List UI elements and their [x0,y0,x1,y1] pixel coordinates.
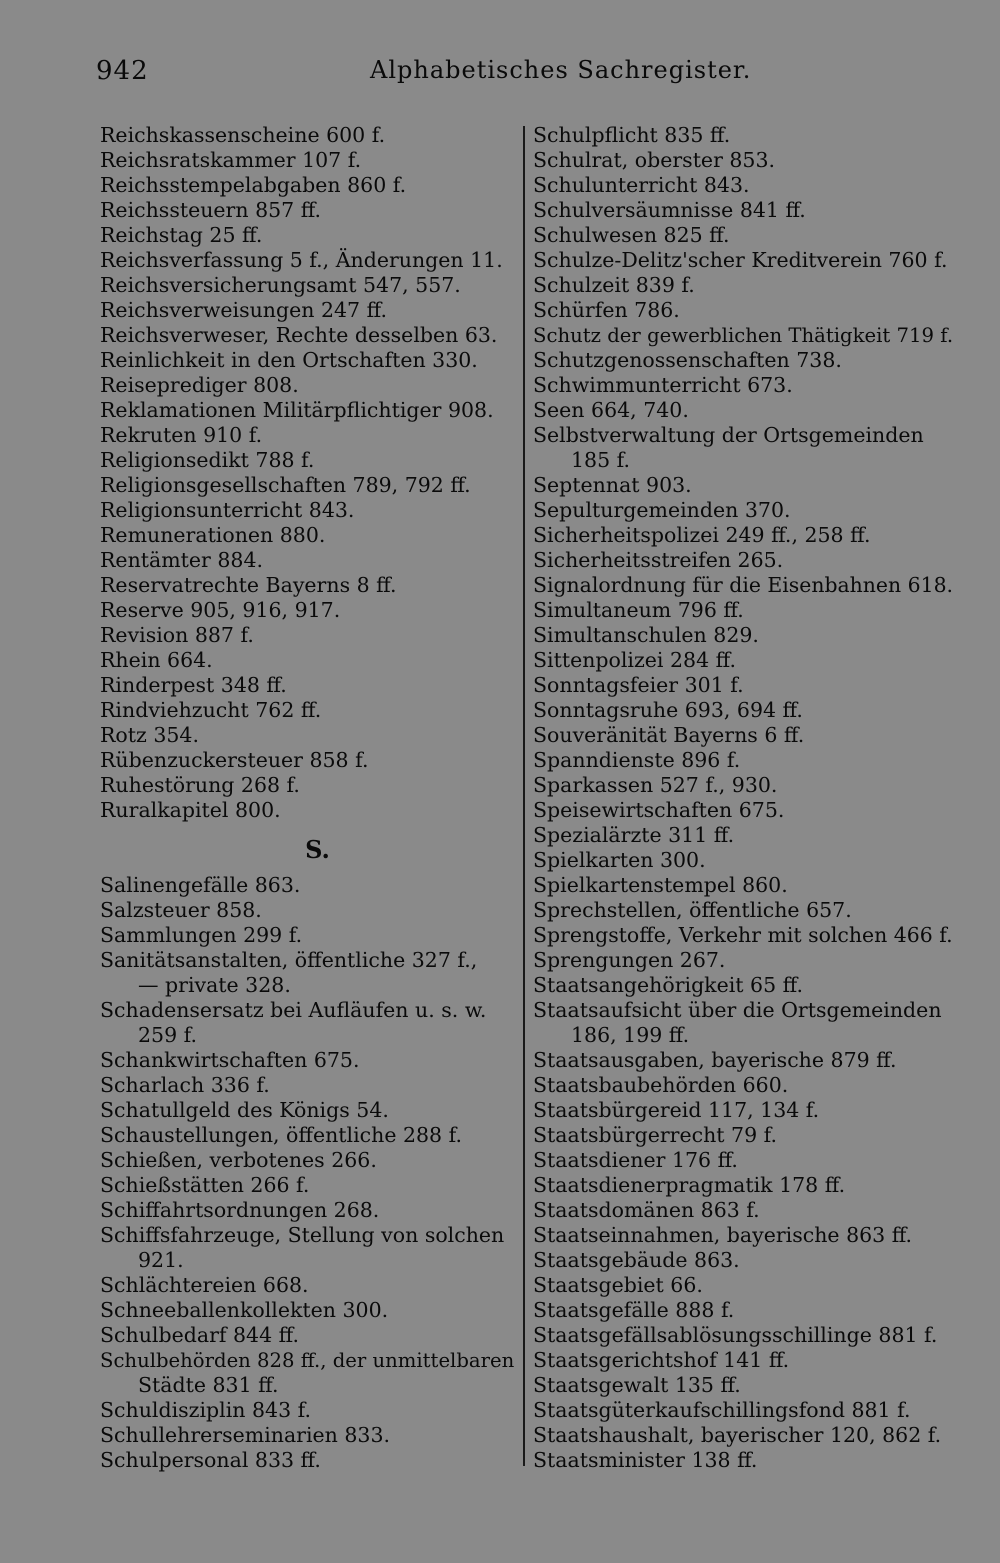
section-letter-heading: S. [305,835,330,864]
index-entry: Sonntagsfeier 301 f. [533,673,744,697]
index-entry: Schutz der gewerblichen Thätigkeit 719 f. [533,324,954,347]
index-entry: Staatsgefälle 888 f. [533,1298,735,1322]
index-entry: Staatsgefällsablösungsschillinge 881 f. [533,1323,938,1347]
index-entry: Schatullgeld des Königs 54. [100,1098,389,1122]
index-entry: Signalordnung für die Eisenbahnen 618. [533,573,954,597]
index-entry: Schuldisziplin 843 f. [100,1398,312,1422]
running-head: Alphabetisches Sachregister. [370,56,752,84]
index-entry: Staatsgerichtshof 141 ff. [533,1348,790,1372]
index-entry: Staatsausgaben, bayerische 879 ff. [533,1048,897,1072]
index-entry: Schiffsfahrzeuge, Stellung von solchen [100,1223,505,1247]
index-entry: Speisewirtschaften 675. [533,798,785,822]
index-entry-continuation: 921. [138,1248,184,1272]
index-entry: Staatsgüterkaufschillingsfond 881 f. [533,1398,911,1422]
index-entry: Staatsbürgerrecht 79 f. [533,1123,778,1147]
index-entry: Rentämter 884. [100,548,263,572]
index-entry: Staatseinnahmen, bayerische 863 ff. [533,1223,913,1247]
index-entry: Sittenpolizei 284 ff. [533,648,736,672]
page-number: 942 [96,56,149,86]
index-entry: Sicherheitspolizei 249 ff., 258 ff. [533,523,871,547]
index-entry: Schulbedarf 844 ff. [100,1323,299,1347]
index-entry: Reiseprediger 808. [100,373,299,397]
index-entry: Reichstag 25 ff. [100,223,263,247]
index-entry: Reinlichkeit in den Ortschaften 330. [100,348,478,372]
index-entry: Simultaneum 796 ff. [533,598,744,622]
index-entry: Selbstverwaltung der Ortsgemeinden [533,423,924,447]
index-entry: Schadensersatz bei Aufläufen u. s. w. [100,998,487,1022]
index-entry: Sammlungen 299 f. [100,923,303,947]
index-entry: Staatsgebäude 863. [533,1248,740,1272]
index-entry: Schulpflicht 835 ff. [533,123,731,147]
index-entry: Sicherheitsstreifen 265. [533,548,784,572]
index-entry: Scharlach 336 f. [100,1073,270,1097]
index-entry: Staatsgewalt 135 ff. [533,1373,741,1397]
right-column [533,123,953,1473]
index-entry: Religionsunterricht 843. [100,498,355,522]
index-entry: Schießstätten 266 f. [100,1173,310,1197]
index-entry: Spanndienste 896 f. [533,748,741,772]
index-entry: Reservatrechte Bayerns 8 ff. [100,573,397,597]
index-entry: Souveränität Bayerns 6 ff. [533,723,805,747]
index-entry: Staatsbaubehörden 660. [533,1073,789,1097]
column-divider [523,126,525,1466]
index-entry: Sepulturgemeinden 370. [533,498,791,522]
index-entry: Schlächtereien 668. [100,1273,309,1297]
index-entry: Spielkartenstempel 860. [533,873,788,897]
index-entry: Simultanschulen 829. [533,623,759,647]
index-entry: Rhein 664. [100,648,213,672]
index-entry: Schulversäumnisse 841 ff. [533,198,806,222]
index-entry: Salinengefälle 863. [100,873,301,897]
index-entry: Religionsgesellschaften 789, 792 ff. [100,473,471,497]
index-entry: Schankwirtschaften 675. [100,1048,360,1072]
index-entry: Staatsminister 138 ff. [533,1448,758,1472]
index-entry: Staatsangehörigkeit 65 ff. [533,973,804,997]
index-entry: Staatsdiener 176 ff. [533,1148,738,1172]
index-entry-continuation: Städte 831 ff. [138,1373,279,1397]
index-entry: Reichsratskammer 107 f. [100,148,362,172]
index-entry: Rübenzuckersteuer 858 f. [100,748,369,772]
index-entry: Schulzeit 839 f. [533,273,695,297]
index-entry: Schulpersonal 833 ff. [100,1448,321,1472]
index-entry: Schiffahrtsordnungen 268. [100,1198,380,1222]
left-column [100,123,515,1473]
index-entry: Seen 664, 740. [533,398,689,422]
index-entry: Staatsaufsicht über die Ortsgemeinden [533,998,942,1022]
index-entry: Schulrat, oberster 853. [533,148,776,172]
index-entry: Spezialärzte 311 ff. [533,823,735,847]
index-entry: Reichssteuern 857 ff. [100,198,322,222]
index-entry: Septennat 903. [533,473,692,497]
index-entry: Schneeballenkollekten 300. [100,1298,389,1322]
index-entry: Staatsdienerpragmatik 178 ff. [533,1173,846,1197]
index-entry: Reichsversicherungsamt 547, 557. [100,273,461,297]
index-entry: Schulunterricht 843. [533,173,750,197]
index-entry: Revision 887 f. [100,623,254,647]
index-entry: Remunerationen 880. [100,523,326,547]
index-entry: Schaustellungen, öffentliche 288 f. [100,1123,462,1147]
index-entry-continuation: 186, 199 ff. [571,1023,690,1047]
index-entry: Reserve 905, 916, 917. [100,598,341,622]
index-entry: Staatsbürgereid 117, 134 f. [533,1098,820,1122]
index-entry: Schulwesen 825 ff. [533,223,730,247]
index-entry: Schulbehörden 828 ff., der unmittelbaren [100,1349,515,1372]
index-entry: Rekruten 910 f. [100,423,263,447]
index-entry: Staatsgebiet 66. [533,1273,703,1297]
index-entry: Sanitätsanstalten, öffentliche 327 f., [100,948,478,972]
index-entry-continuation: 185 f. [571,448,631,472]
index-entry: Sprengstoffe, Verkehr mit solchen 466 f. [533,923,953,947]
index-entry: Ruhestörung 268 f. [100,773,300,797]
index-entry: Reichsverweisungen 247 ff. [100,298,387,322]
index-entry: Sprechstellen, öffentliche 657. [533,898,852,922]
index-entry: Sprengungen 267. [533,948,726,972]
index-entry: Schullehrerseminarien 833. [100,1423,391,1447]
index-entry: Sonntagsruhe 693, 694 ff. [533,698,803,722]
index-entry: Schießen, verbotenes 266. [100,1148,377,1172]
index-entry: Schwimmunterricht 673. [533,373,793,397]
index-entry-continuation: — private 328. [138,973,291,997]
index-entry: Rindviehzucht 762 ff. [100,698,322,722]
index-entry: Religionsedikt 788 f. [100,448,315,472]
index-entry: Salzsteuer 858. [100,898,262,922]
index-entry: Schulze-Delitz'scher Kreditverein 760 f. [533,248,948,272]
index-entry: Schutzgenossenschaften 738. [533,348,842,372]
index-entry: Staatshaushalt, bayerischer 120, 862 f. [533,1423,942,1447]
index-entry: Ruralkapitel 800. [100,798,281,822]
index-entry: Rotz 354. [100,723,199,747]
index-entry: Reichsverweser, Rechte desselben 63. [100,323,498,347]
index-entry: Reichskassenscheine 600 f. [100,123,386,147]
index-entry: Reichsverfassung 5 f., Änderungen 11. [100,248,503,272]
index-entry-continuation: 259 f. [138,1023,198,1047]
index-entry: Staatsdomänen 863 f. [533,1198,760,1222]
index-entry: Sparkassen 527 f., 930. [533,773,778,797]
index-entry: Schürfen 786. [533,298,680,322]
index-entry: Spielkarten 300. [533,848,706,872]
index-entry: Reichsstempelabgaben 860 f. [100,173,407,197]
index-entry: Reklamationen Militärpflichtiger 908. [100,398,494,422]
index-entry: Rinderpest 348 ff. [100,673,287,697]
